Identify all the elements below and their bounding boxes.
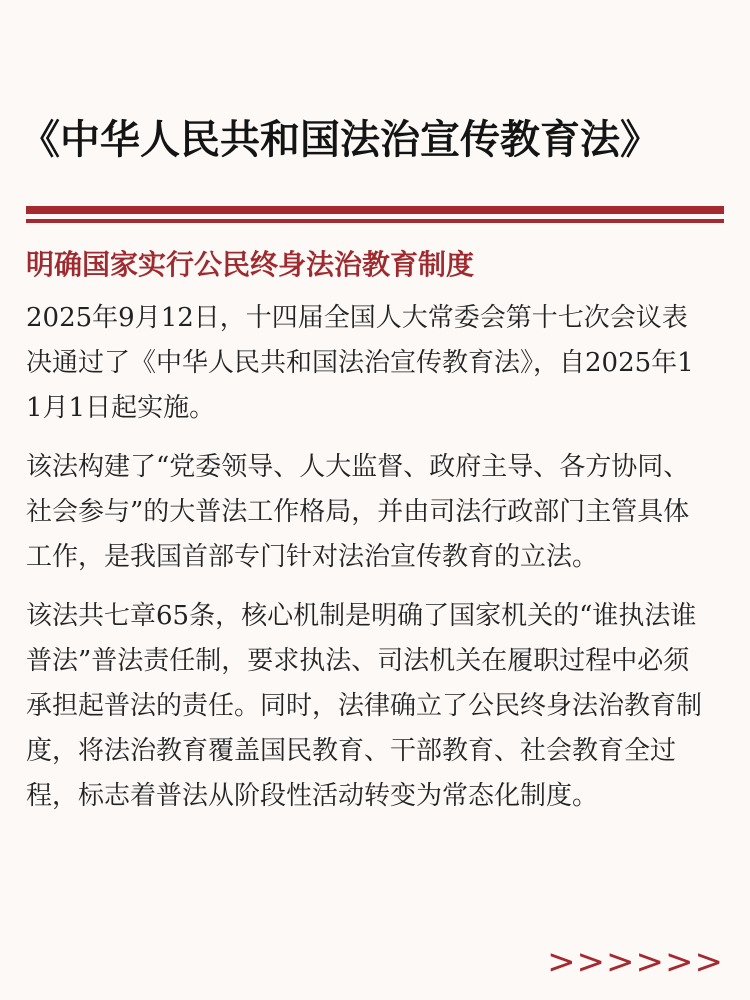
paragraph-3: 该法共七章65条，核心机制是明确了国家机关的“谁执法谁普法”普法责任制，要求执法、司法机关在履职过程中必须承担起普法的责任。同时，法律确立了公民终身法治教育制度，将法治教育覆盖国民教育、干部教育、社会教育全过程，标志着普法从阶段性活动转变为常态化制度。 (26, 601, 703, 811)
section-heading: 明确国家实行公民终身法治教育制度 (26, 248, 475, 281)
title-divider-thin (26, 219, 724, 223)
title-divider-thick (26, 206, 724, 214)
next-page-arrows-icon[interactable]: >>>>>> (547, 942, 724, 982)
article-body (26, 296, 706, 833)
paragraph-2: 该法构建了“党委领导、人大监督、政府主导、各方协同、社会参与”的大普法工作格局，并由司法行政部门主管具体工作，是我国首部专门针对法治宣传教育的立法。 (26, 452, 690, 572)
page-title: 《中华人民共和国法治宣传教育法》 (20, 116, 660, 163)
paragraph-1: 2025年9月12日，十四届全国人大常委会第十七次会议表决通过了《中华人民共和国法治宣传教育法》，自2025年11月1日起实施。 (26, 303, 694, 423)
